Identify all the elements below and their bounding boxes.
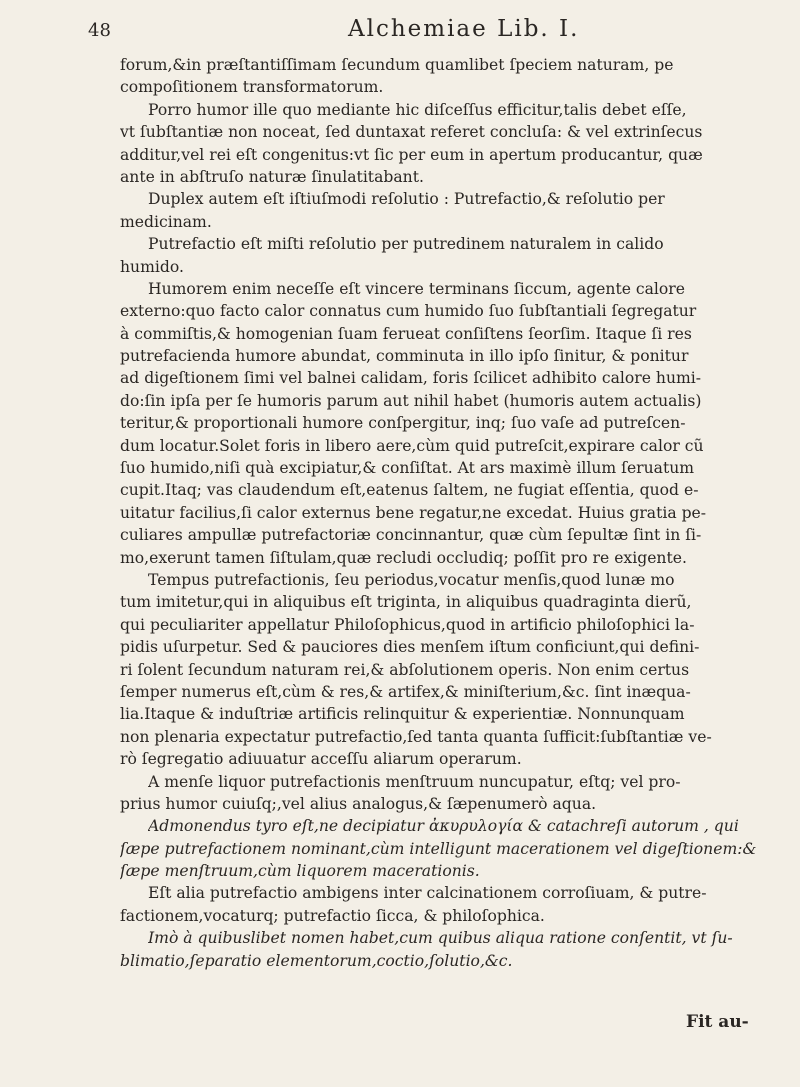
text-line: putrefacienda humore abundat, comminuta in illo ipſo ſinitur, & ponitur: [120, 347, 689, 366]
text-line: ſemper numerus eſt,cùm & res,& artifex,& miniſterium,&c. ſint inæqua-: [120, 682, 691, 701]
body-text: [120, 54, 760, 972]
text-line: Tempus putrefactionis, ſeu periodus,vocatur menſis,quod lunæ mo: [148, 570, 675, 589]
text-line: ad digeſtionem ſimi vel balnei calidam, foris ſcilicet adhibito calore humi-: [120, 369, 702, 388]
text-line: Admonendus tyro eſt,ne decipiatur ἀκυρυλογία & catachreſi autorum , qui: [148, 817, 739, 836]
text-line: mo,exerunt tamen ſiſtulam,quæ recludi occludiq; poſſit pro re exigente.: [120, 548, 687, 567]
text-line: cupit.Itaq; vas claudendum eſt,eatenus ſaltem, ne fugiat eſſentia, quod e-: [120, 481, 699, 500]
text-line: Duplex autem eſt iſtiuſmodi reſolutio : Putrefactio,& reſolutio per: [148, 190, 665, 209]
text-line: ſæpe putrefactionem nominant,cùm intelligunt macerationem vel digeſtionem:&: [120, 839, 757, 858]
text-line: uitatur facilius,ſi calor externus bene regatur,ne excedat. Huius gratia pe-: [120, 503, 707, 522]
text-line: factionem,vocaturq; putrefactio ſicca, & philoſophica.: [120, 906, 545, 925]
text-line: Putrefactio eſt miſti reſolutio per putredinem naturalem in calido: [148, 235, 664, 254]
text-line: blimatio,ſeparatio elementorum,coctio,ſolutio,&c.: [120, 951, 513, 970]
page-number: 48: [88, 20, 111, 41]
text-line: ante in abſtruſo naturæ ſinulatitabant.: [120, 167, 424, 186]
text-line: teritur,& proportionali humore conſpergitur, inq; ſuo vaſe ad putreſcen-: [120, 414, 686, 433]
text-line: Eſt alia putrefactio ambigens inter calcinationem corroſiuam, & putre-: [148, 884, 707, 903]
text-line: ri ſolent ſecundum naturam rei,& abſolutionem operis. Non enim certus: [120, 660, 690, 679]
text-line: Imò à quibuslibet nomen habet,cum quibus aliqua ratione conſentit, vt ſu-: [148, 929, 733, 948]
text-line: pidis uſurpetur. Sed & pauciores dies menſem iſtum conficiunt,qui defini-: [120, 638, 700, 657]
text-line: do:ſin ipſa per ſe humoris parum aut nihil habet (humoris autem actualis): [120, 391, 702, 410]
text-line: non plenaria expectatur putrefactio,ſed tanta quanta ſufficit:ſubſtantiæ ve-: [120, 727, 712, 746]
text-line: qui peculiariter appellatur Philoſophicus,quod in artificio philoſophici la-: [120, 615, 695, 634]
page-header: [0, 14, 800, 50]
text-line: dum locatur.Solet foris in libero aere,cùm quid putreſcit,expirare calor cũ: [120, 436, 704, 455]
catchword: Fit au-: [686, 1012, 749, 1032]
text-line: compoſitionem transformatorum.: [120, 78, 384, 97]
text-line: ſæpe menſtruum,cùm liquorem macerationis.: [120, 862, 480, 881]
text-line: vt ſubſtantiæ non noceat, ſed duntaxat referet concluſa: & vel extrinſecus: [120, 123, 703, 142]
text-line: prius humor cuiuſq;,vel alius analogus,& ſæpenumerò aqua.: [120, 794, 597, 813]
text-line: tum imitetur,qui in aliquibus eſt triginta, in aliquibus quadraginta dierũ,: [120, 593, 692, 612]
text-line: additur,vel rei eſt congenitus:vt ſic per eum in apertum producantur, quæ: [120, 145, 703, 164]
running-title: Alchemiae Lib. I.: [348, 16, 580, 42]
text-line: culiares ampullæ putrefactoriæ concinnantur, quæ cùm ſepultæ ſint in ſi-: [120, 526, 702, 545]
text-line: ſuo humido,niſi quà excipiatur,& conſiſtat. At ars maximè illum ſeruatum: [120, 459, 695, 478]
text-line: forum,&in præſtantiſſimam ſecundum quamlibet ſpeciem naturam, pe: [120, 56, 674, 74]
text-line: A menſe liquor putrefactionis menſtruum nuncupatur, eſtq; vel pro-: [148, 772, 681, 791]
text-line: Humorem enim neceſſe eſt vincere terminans ſiccum, agente calore: [148, 279, 685, 298]
text-line: Porro humor ille quo mediante hic diſceſſus efficitur,talis debet eſſe,: [148, 100, 687, 119]
text-line: rò ſegregatio adiuuatur acceſſu aliarum operarum.: [120, 750, 522, 769]
text-line: lia.Itaque & induſtriæ artificis relinquitur & experientiæ. Nonnunquam: [120, 705, 685, 724]
text-line: à commiſtis,& homogenian ſuam ferueat conſiſtens ſeorſim. Itaque ſi res: [120, 324, 692, 343]
text-line: externo:quo facto calor connatus cum humido ſuo ſubſtantiali ſegregatur: [120, 302, 697, 321]
text-line: medicinam.: [120, 212, 212, 231]
text-line: humido.: [120, 257, 184, 276]
